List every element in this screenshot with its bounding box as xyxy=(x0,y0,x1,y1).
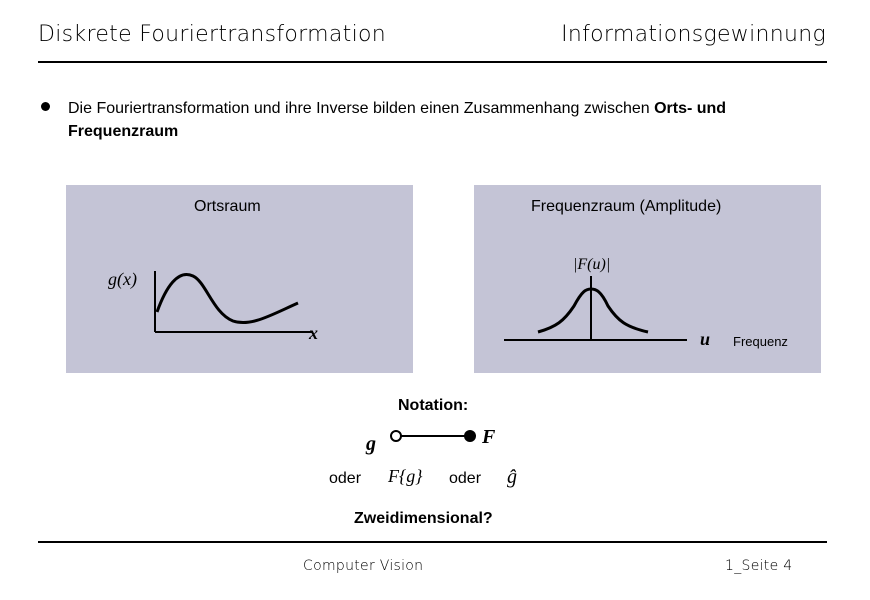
section-title: Informationsgewinnung xyxy=(561,22,826,47)
footer-page-number: 1_Seite 4 xyxy=(725,558,793,574)
bullet-text-plain: Die Fouriertransformation und ihre Inverse bilden einen Zusammenhang zwischen xyxy=(68,100,655,117)
notation-oder-2: oder xyxy=(449,470,482,487)
frequenzraum-plot xyxy=(474,185,821,373)
frequenzraum-panel xyxy=(474,185,821,373)
ortsraum-plot xyxy=(66,185,413,373)
bullet-text xyxy=(68,97,828,143)
bullet-text-bold-2: Frequenzraum xyxy=(68,123,179,140)
notation-oder-1: oder xyxy=(329,470,362,487)
notation-formula-F-of-g: F{g} xyxy=(388,466,423,486)
open-circle-icon xyxy=(391,431,401,441)
bullet-text-bold-1: Orts- und xyxy=(654,100,727,117)
frequenzraum-title: Frequenzraum (Amplitude) xyxy=(531,198,722,215)
ortsraum-ylabel: g(x) xyxy=(108,269,137,289)
notation-g-symbol: g xyxy=(366,433,376,455)
notation-correspondence-diagram xyxy=(360,420,520,460)
frequenzraum-ylabel: |F(u)| xyxy=(573,256,611,273)
filled-circle-icon xyxy=(464,430,476,442)
frequenzraum-xnote: Frequenz xyxy=(733,334,788,349)
notation-formula-g-hat: ĝ xyxy=(507,466,517,488)
notation-F-symbol: F xyxy=(482,426,496,448)
footer-course: Computer Vision xyxy=(303,558,424,574)
ortsraum-panel xyxy=(66,185,413,373)
frequenzraum-xlabel: u xyxy=(700,329,711,349)
ortsraum-xlabel: x xyxy=(309,323,318,343)
ortsraum-title: Ortsraum xyxy=(194,198,261,215)
header-divider xyxy=(38,61,827,63)
slide-title: Diskrete Fouriertransformation xyxy=(38,22,386,47)
frequenzraum-amplitude-curve xyxy=(538,289,648,332)
notation-title: Notation: xyxy=(398,397,469,414)
bullet-icon xyxy=(41,102,50,111)
two-dimensional-question: Zweidimensional? xyxy=(354,510,493,527)
footer-divider xyxy=(38,541,827,543)
ortsraum-signal-curve xyxy=(157,274,298,322)
